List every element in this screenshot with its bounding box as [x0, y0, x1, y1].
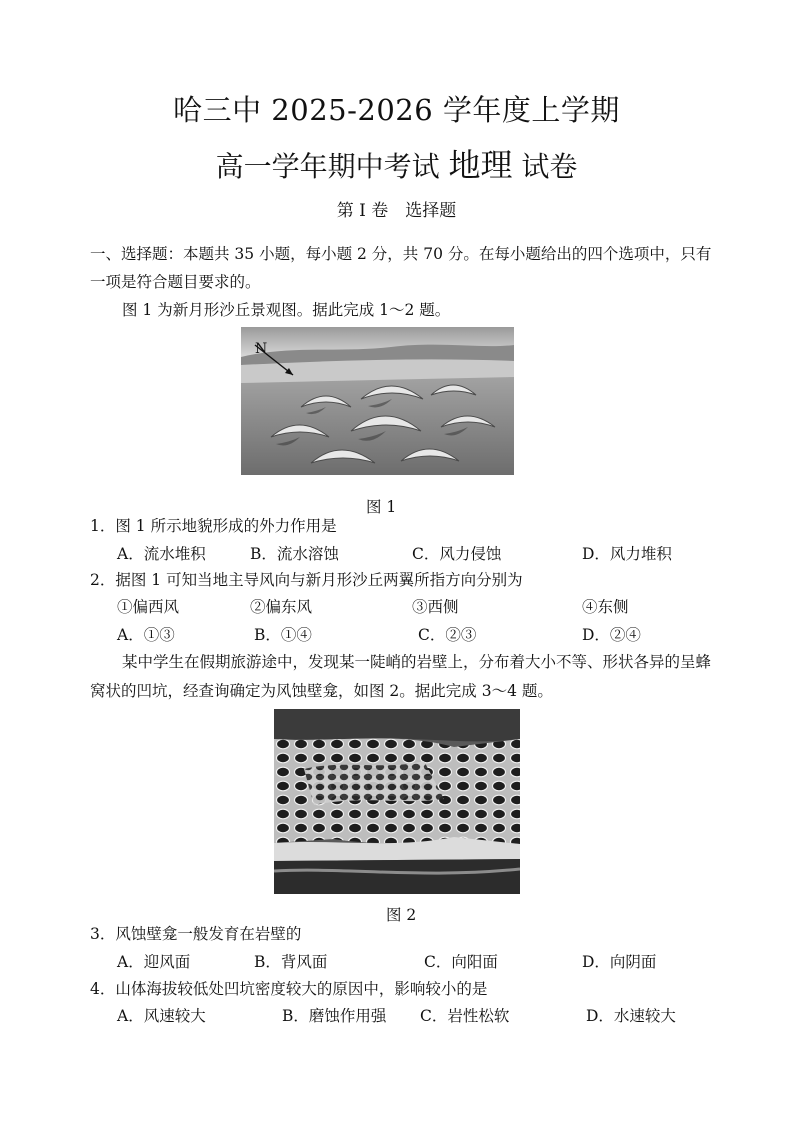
- question-2-option-a[interactable]: A．①③: [117, 626, 175, 644]
- question-3-option-c[interactable]: C．向阳面: [424, 953, 498, 971]
- question-4-stem: 4．山体海拔较低处凹坑密度较大的原因中，影响较小的是: [90, 980, 488, 998]
- exam-title-grade: 高一学年期中考试: [215, 150, 440, 183]
- question-4-option-b[interactable]: B．磨蚀作用强: [282, 1007, 387, 1025]
- question-3-option-d[interactable]: D．向阴面: [582, 953, 657, 971]
- question-2-option-b[interactable]: B．①④: [254, 626, 312, 644]
- question-2-item-4: ④东侧: [582, 598, 629, 616]
- question-1-stem: 1．图 1 所示地貌形成的外力作用是: [90, 517, 337, 535]
- question-2-option-c[interactable]: C．②③: [418, 626, 477, 644]
- figure2-lead: 某中学生在假期旅游途中，发现某一陡峭的岩壁上，分布着大小不等、形状各异的呈蜂窝状的凹坑，经查询确定为风蚀壁龛，如图 2。据此完成 3～4 题。: [90, 653, 712, 700]
- question-3-option-b[interactable]: B．背风面: [254, 953, 328, 971]
- exam-title-suffix: 试卷: [521, 150, 578, 183]
- section-heading: 第 I 卷 选择题: [336, 201, 457, 221]
- question-1-option-d[interactable]: D．风力堆积: [582, 545, 672, 563]
- question-1-option-c[interactable]: C．风力侵蚀: [412, 545, 502, 563]
- question-4-option-c[interactable]: C．岩性松软: [420, 1007, 510, 1025]
- question-2-item-1: ①偏西风: [117, 598, 180, 616]
- question-4-option-d[interactable]: D．水速较大: [586, 1007, 676, 1025]
- figure1-dune-photo: [241, 327, 514, 475]
- exam-title-line2: [0, 140, 793, 186]
- question-3-option-a[interactable]: A．迎风面: [117, 953, 191, 971]
- figure1-caption: 图 1: [366, 498, 397, 516]
- part1-instructions: 一、选择题：本题共 35 小题，每小题 2 分，共 70 分。在每小题给出的四个选项中，只有一项是符合题目要求的。: [90, 245, 712, 291]
- question-2-item-2: ②偏东风: [250, 598, 313, 616]
- question-2-option-d[interactable]: D．②④: [582, 626, 641, 644]
- question-2-stem: 2．据图 1 可知当地主导风向与新月形沙丘两翼所指方向分别为: [90, 571, 523, 589]
- figure1-lead: 图 1 为新月形沙丘景观图。据此完成 1～2 题。: [122, 301, 451, 319]
- question-2-item-3: ③西侧: [412, 598, 459, 616]
- figure2-rock-niche-photo: [274, 709, 520, 894]
- question-1-option-a[interactable]: A．流水堆积: [117, 545, 206, 563]
- north-label: N: [255, 341, 268, 357]
- exam-title-subject: 地理: [448, 146, 513, 184]
- question-4-option-a[interactable]: A．风速较大: [117, 1007, 206, 1025]
- figure2-caption: 图 2: [386, 906, 417, 924]
- question-3-stem: 3．风蚀壁龛一般发育在岩壁的: [90, 925, 302, 943]
- question-1-option-b[interactable]: B．流水溶蚀: [250, 545, 339, 563]
- exam-title-line1: 哈三中 2025-2026 学年度上学期: [173, 93, 620, 127]
